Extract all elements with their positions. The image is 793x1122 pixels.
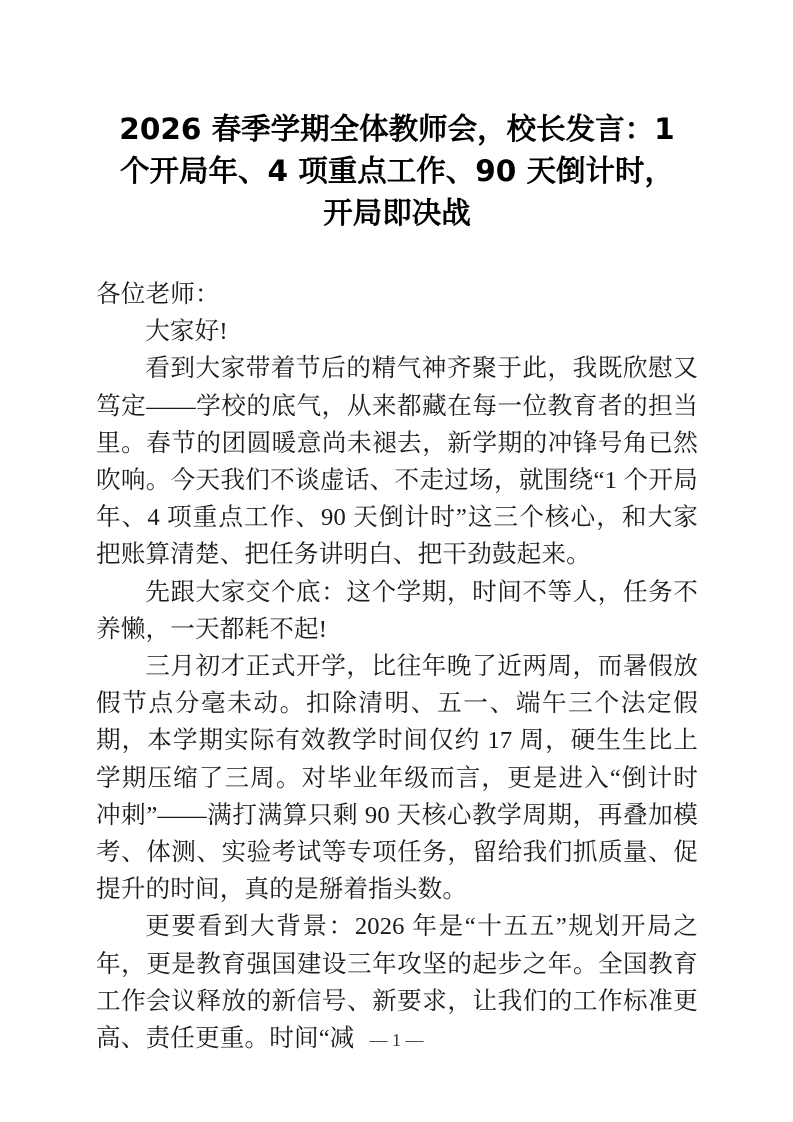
paragraph-calendar-math: 三月初才正式开学，比往年晚了近两周，而暑假放假节点分毫未动。扣除清明、五一、端午三个法定假期，本学期实际有效教学时间仅约 17 周，硬生生比上学期压缩了三周。对毕业年级而言，更是进入“倒计时冲刺”——满打满算只剩 90 天核心教学周期，再叠加模考、体测、实验考试等专项任务，留给我们抓质量、促提升的时间，真的是掰着指头数。 [96,653,698,904]
document-body [96,276,698,1057]
page-title: 2026 春季学期全体教师会，校长发言：1 个开局年、4 项重点工作、90 天倒计时，开局即决战 [119,112,675,230]
paragraph-salutation: 各位老师： [96,281,220,308]
paragraph-opening: 看到大家带着节后的精气神齐聚于此，我既欣慰又笃定——学校的底气，从来都藏在每一位教育者的担当里。春节的团圆暖意尚未褪去，新学期的冲锋号角已然吹响。今天我们不谈虚话、不走过场，就围绕“1 个开局年、4 项重点工作、90 天倒计时”这三个核心，和大家把账算清楚、把任务讲明白、把干劲鼓起来。 [96,355,698,569]
paragraph-time-bottom-line: 先跟大家交个底：这个学期，时间不等人，任务不养懒，一天都耗不起! [96,578,698,643]
paragraph-big-picture: 更要看到大背景：2026 年是“十五五”规划开局之年，更是教育强国建设三年攻坚的起步之年。全国教育工作会议释放的新信号、新要求，让我们的工作标准更高、责任更重。时间“减 [96,913,698,1053]
paragraph-greeting: 大家好! [145,318,228,346]
page-number-footer: — 1 — [369,1030,424,1050]
